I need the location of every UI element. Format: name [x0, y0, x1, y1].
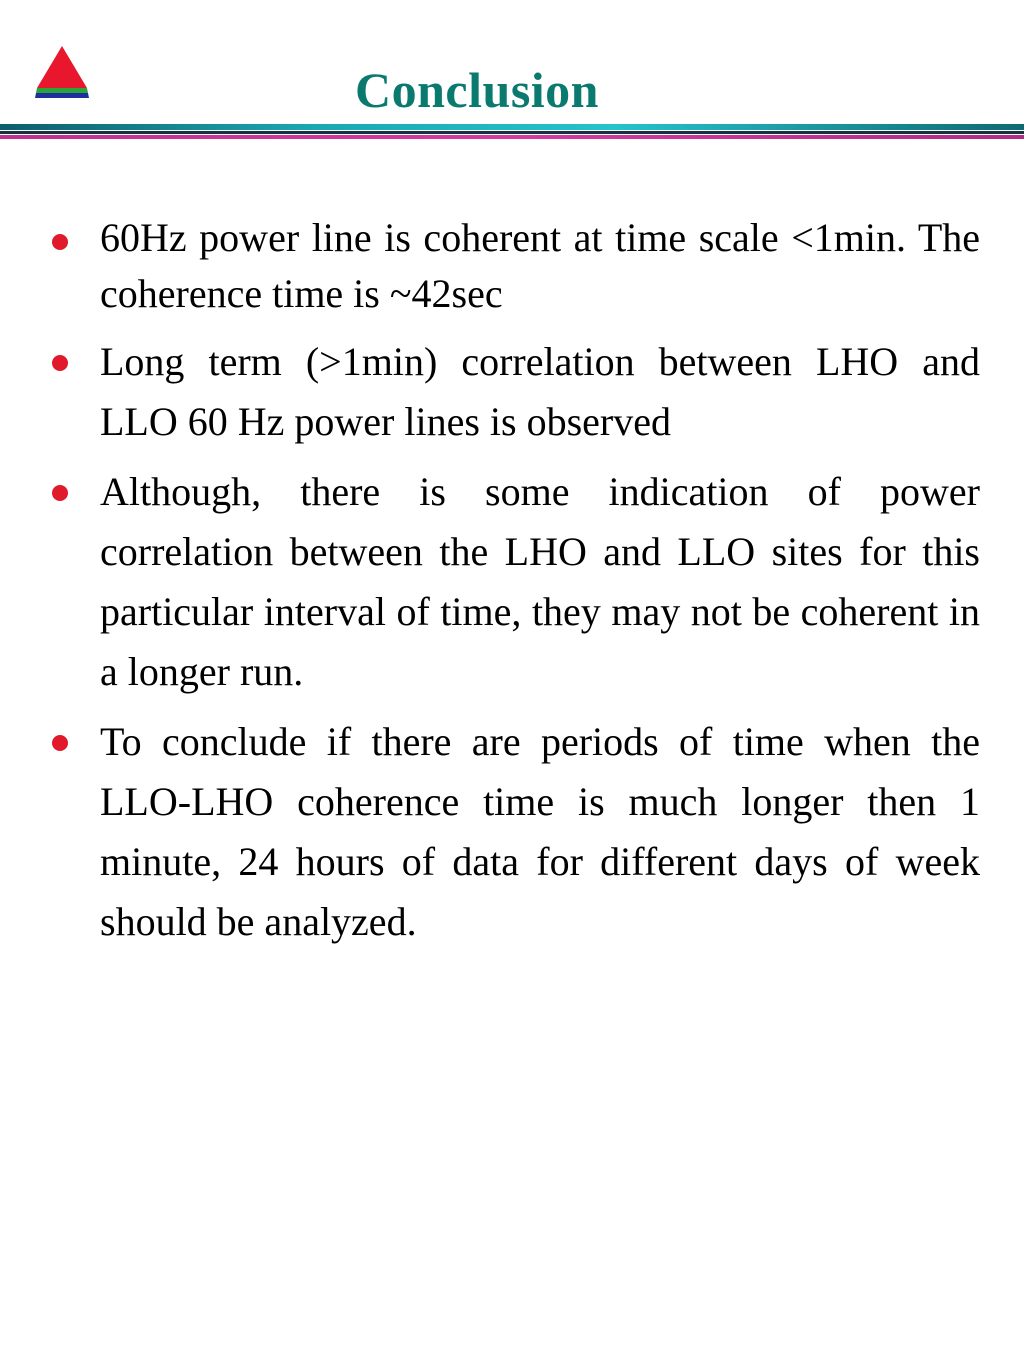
bullet-dot-icon — [52, 355, 68, 371]
bullet-item — [0, 332, 1024, 452]
bullet-text: Long term (>1min) correlation between LHO and LLO 60 Hz power lines is observed — [100, 339, 980, 444]
header-divider-dark — [0, 131, 1024, 134]
bullet-text: Although, there is some indication of power correlation between the LHO and LLO sites for this particular interval of time, they may not be coherent in a longer run. — [100, 469, 980, 694]
conclusion-bullet-list — [0, 210, 1024, 952]
bullet-item — [0, 210, 1024, 322]
bullet-item — [0, 462, 1024, 702]
bullet-dot-icon — [52, 234, 68, 250]
header-divider-magenta — [0, 135, 1024, 139]
bullet-item — [0, 712, 1024, 952]
bullet-text: To conclude if there are periods of time when the LLO-LHO coherence time is much longer then 1 minute, 24 hours of data for different days of week should be analyzed. — [100, 719, 980, 944]
slide-title: Conclusion — [355, 62, 599, 118]
bullet-text: 60Hz power line is coherent at time scale <1min. The coherence time is ~42sec — [100, 215, 980, 316]
header-divider-teal — [0, 124, 1024, 130]
bullet-dot-icon — [52, 485, 68, 501]
bullet-dot-icon — [52, 735, 68, 751]
